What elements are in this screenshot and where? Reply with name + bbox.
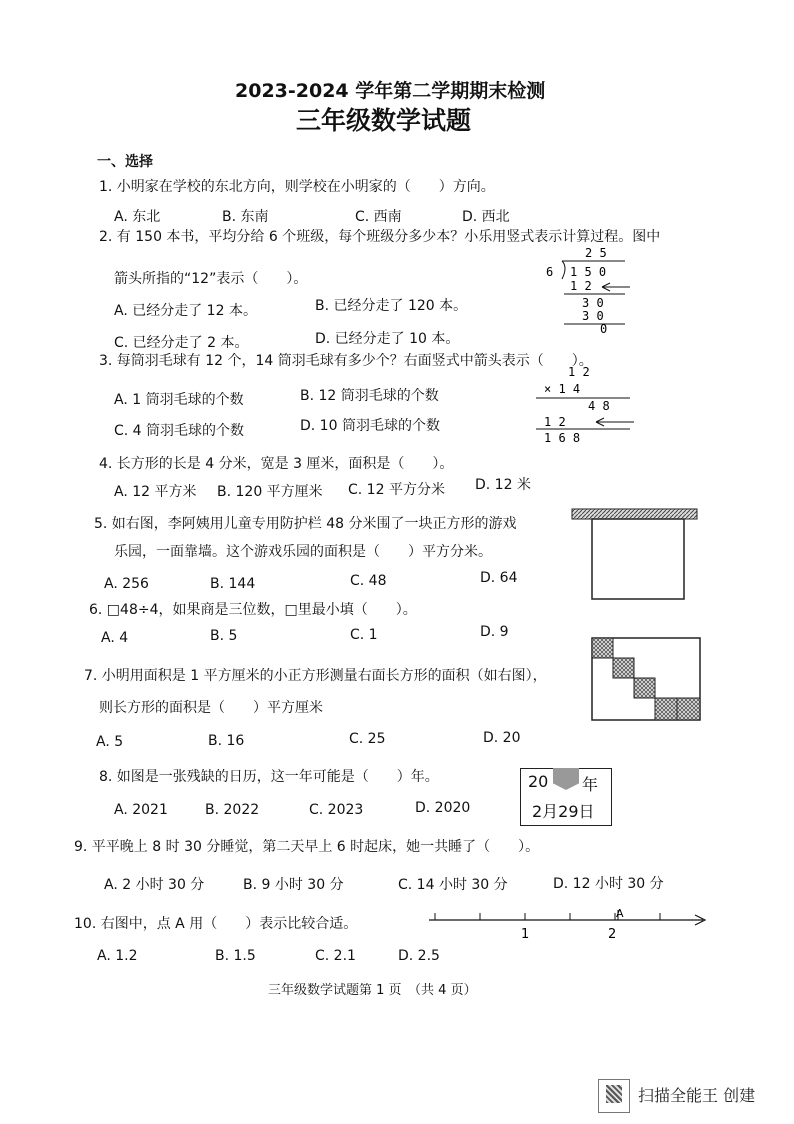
q9-option-a: A. 2 小时 30 分 [104,877,205,893]
fence-square [592,519,684,599]
unit-square [592,638,613,658]
number-line-diagram [425,900,715,946]
q5-option-d: D. 64 [480,570,518,586]
division-step1: 1 2 [570,279,592,293]
question-10: 10. 右图中，点 A 用（ ）表示比较合适。 [74,916,358,932]
division-divisor: 6 [546,265,554,279]
q4-option-d: D. 12 米 [475,477,531,493]
q1-option-b: B. 东南 [222,209,269,225]
q1-option-d: D. 西北 [462,209,510,225]
division-step2: 3 0 [582,296,604,310]
question-6: 6. □48÷4，如果商是三位数，□里最小填（ ）。 [89,602,417,618]
q9-option-d: D. 12 小时 30 分 [553,876,664,892]
q10-option-a: A. 1.2 [97,948,138,964]
q4-option-b: B. 120 平方厘米 [217,484,323,500]
q4-option-c: C. 12 平方分米 [348,482,445,498]
exam-title: 2023-2024 学年第二学期期末检测 [235,80,546,102]
q2-option-a: A. 已经分走了 12 本。 [114,303,257,319]
question-2-line2: 箭头所指的“12”表示（ ）。 [114,271,308,287]
q5-option-c: C. 48 [350,573,387,589]
qr-pattern-icon [606,1085,622,1103]
q6-option-d: D. 9 [480,624,509,640]
mult-bottom: × 1 4 [544,382,581,396]
section-heading: 一、选择 [97,154,153,170]
unit-square [613,658,634,678]
question-8: 8. 如图是一张残缺的日历，这一年可能是（ ）年。 [99,769,439,785]
q4-option-a: A. 12 平方米 [114,484,197,500]
q6-option-a: A. 4 [101,630,129,646]
q1-option-c: C. 西南 [355,209,402,225]
point-a-label: A [616,907,624,920]
question-2-line1: 2. 有 150 本书，平均分给 6 个班级，每个班级分多少本？小乐用竖式表示计算过程。图中 [99,229,661,245]
rectangle-area-diagram [590,636,702,722]
unit-square [655,698,677,720]
question-7-line2: 则长方形的面积是（ ）平方厘米 [99,700,323,716]
unit-square [677,698,700,720]
q10-option-d: D. 2.5 [398,948,440,964]
q3-option-c: C. 4 筒羽毛球的个数 [114,423,245,439]
mult-partial-1: 4 8 [588,399,610,413]
wall [572,509,697,519]
division-remainder: 0 [600,322,608,333]
q7-option-a: A. 5 [96,734,124,750]
question-3: 3. 每筒羽毛球有 12 个，14 筒羽毛球有多少个？右面竖式中箭头表示（ ）。 [99,353,593,369]
question-5-line2: 乐园，一面靠墙。这个游戏乐园的面积是（ ）平方分米。 [114,544,492,560]
q8-option-b: B. 2022 [205,802,260,818]
question-7-line1: 7. 小明用面积是 1 平方厘米的小正方形测量右面长方形的面积（如右图）， [84,668,547,684]
q3-option-d: D. 10 筒羽毛球的个数 [300,418,440,434]
calendar-year-suffix: 年 [582,775,599,794]
page-footer: 三年级数学试题第 1 页 （共 4 页） [268,983,477,998]
q1-option-a: A. 东北 [114,209,161,225]
q8-option-c: C. 2023 [309,802,364,818]
division-step3: 3 0 [582,309,604,323]
mult-partial-2: 1 2 [544,415,566,429]
q2-option-c: C. 已经分走了 2 本。 [114,335,249,351]
q9-option-c: C. 14 小时 30 分 [398,877,508,893]
q5-option-b: B. 144 [210,576,256,592]
question-9: 9. 平平晚上 8 时 30 分睡觉，第二天早上 6 时起床，她一共睡了（ ）。 [74,839,540,855]
multiplication-diagram [530,362,640,444]
tick-label-2: 2 [608,927,617,942]
q10-option-c: C. 2.1 [315,948,356,964]
question-5-line1: 5. 如右图，李阿姨用儿童专用防护栏 48 分米围了一块正方形的游戏 [94,516,517,532]
tick-label-1: 1 [521,927,530,942]
calendar-year-prefix: 20 [528,772,549,791]
q2-option-d: D. 已经分走了 10 本。 [315,331,460,347]
q3-option-a: A. 1 筒羽毛球的个数 [114,392,244,408]
q8-option-a: A. 2021 [114,802,168,818]
q7-option-d: D. 20 [483,730,521,746]
long-division-diagram [540,243,640,333]
exam-subtitle: 三年级数学试题 [296,106,472,135]
q9-option-b: B. 9 小时 30 分 [243,877,344,893]
unit-square [634,678,655,698]
q8-option-d: D. 2020 [415,800,471,816]
q5-option-a: A. 256 [104,576,149,592]
question-4: 4. 长方形的长是 4 分米，宽是 3 厘米，面积是（ ）。 [99,456,454,472]
q7-option-b: B. 16 [208,733,245,749]
calendar-date: 2月29日 [532,802,595,821]
q6-option-c: C. 1 [350,627,378,643]
q3-option-b: B. 12 筒羽毛球的个数 [300,388,439,404]
q2-option-b: B. 已经分走了 120 本。 [315,298,468,314]
scanner-watermark: 扫描全能王 创建 [638,1086,756,1105]
division-dividend: 1 5 0 [570,265,607,279]
q6-option-b: B. 5 [210,628,238,644]
playground-diagram [570,506,700,606]
q7-option-c: C. 25 [349,731,386,747]
mult-top: 1 2 [568,365,590,379]
mult-result: 1 6 8 [544,431,581,444]
division-quotient: 2 5 [585,246,607,260]
q10-option-b: B. 1.5 [215,948,256,964]
question-1: 1. 小明家在学校的东北方向，则学校在小明家的（ ）方向。 [99,179,495,195]
